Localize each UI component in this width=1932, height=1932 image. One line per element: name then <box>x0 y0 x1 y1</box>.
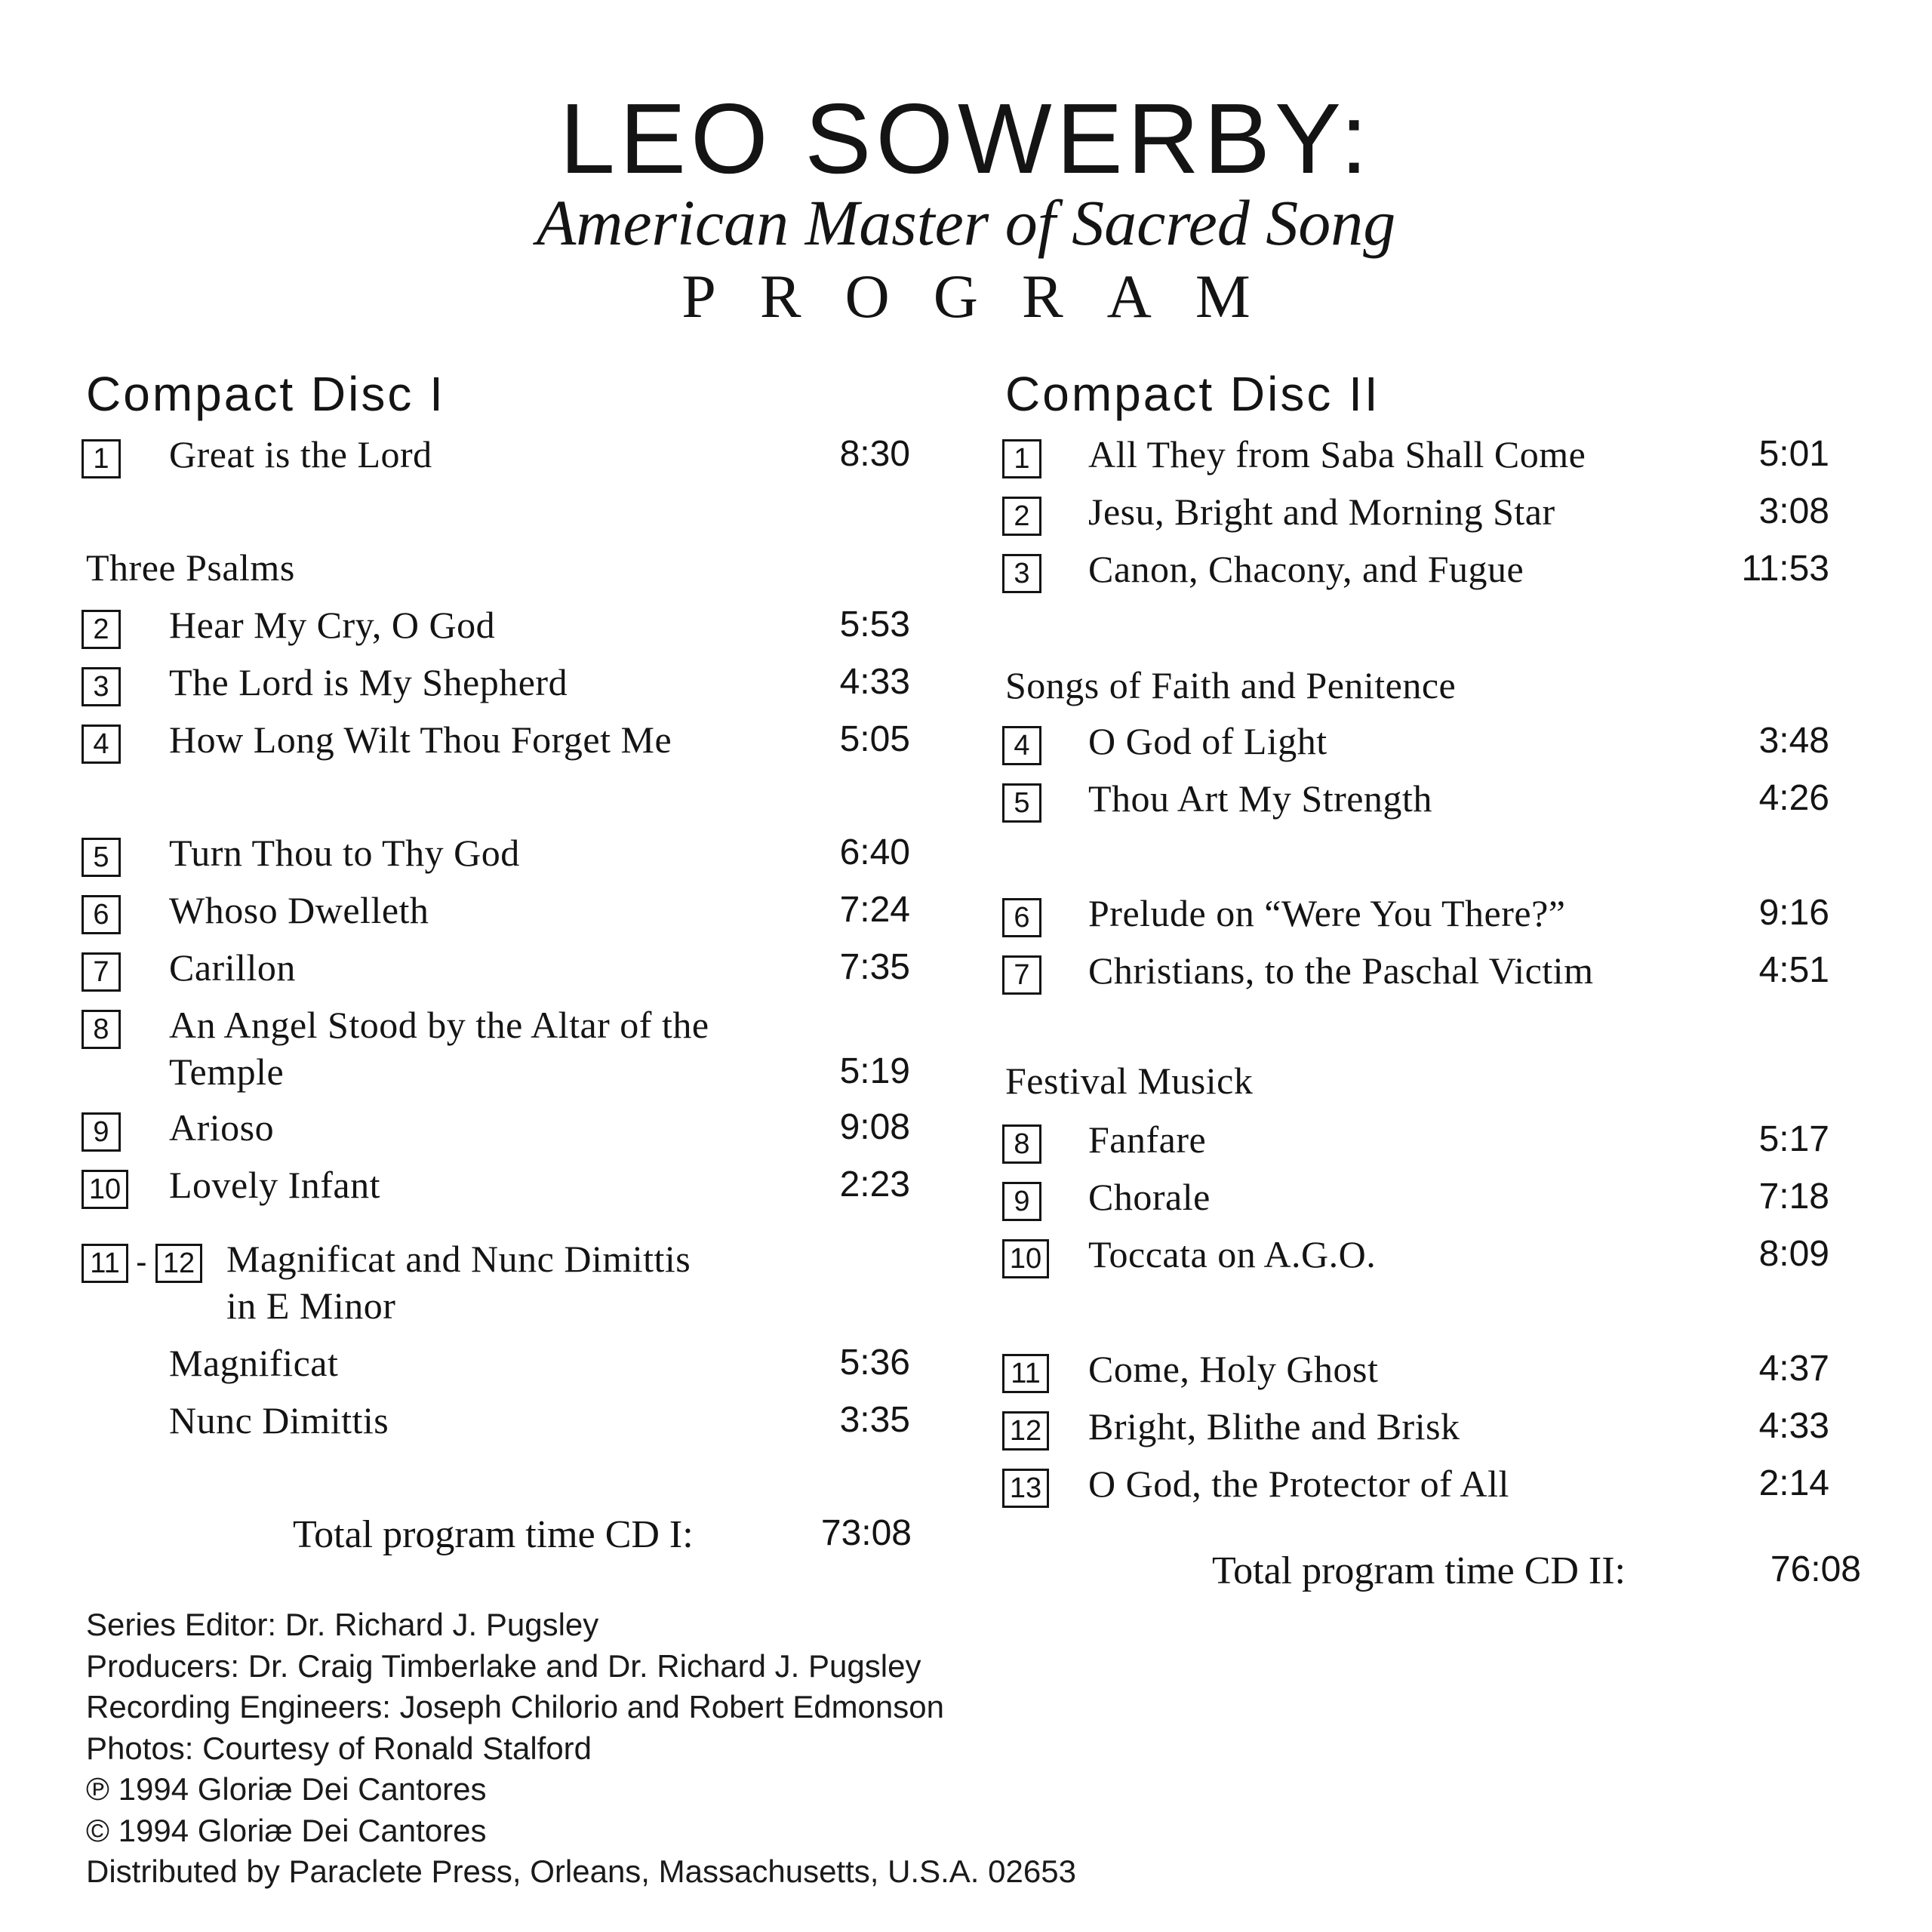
cd1-subtrack-nunc-dimittis <box>0 1398 966 1443</box>
track-title: Whoso Dwelleth <box>169 889 429 931</box>
track-title: Turn Thou to Thy God <box>169 832 520 874</box>
track-number-box: 10 <box>82 1170 128 1209</box>
cd1-track-9 <box>0 1105 966 1150</box>
track-number-box: 8 <box>1002 1124 1041 1164</box>
cd2-heading: Compact Disc II <box>1005 367 1380 421</box>
track-title: O God of Light <box>1088 720 1327 762</box>
track-title: O God, the Protector of All <box>1088 1463 1509 1505</box>
cd2-track-12 <box>966 1404 1932 1449</box>
track-title: Great is the Lord <box>169 433 432 475</box>
track-time: 9:16 <box>1758 893 1829 933</box>
track-title-line-2: Temple <box>169 1051 285 1093</box>
credit-copyright: © 1994 Gloriæ Dei Cantores <box>86 1812 487 1848</box>
cd1-track-4 <box>0 717 966 762</box>
track-number-box: 1 <box>82 439 121 478</box>
cd1-total-label: Total program time CD I: <box>293 1513 694 1556</box>
track-time: 11:53 <box>1741 549 1829 589</box>
cd2-track-4 <box>966 718 1932 764</box>
track-time: 5:36 <box>839 1343 910 1383</box>
cd2-track-8 <box>966 1117 1932 1162</box>
track-time: 2:23 <box>839 1164 910 1204</box>
track-title-line-2: in E Minor <box>226 1284 396 1327</box>
track-time: 9:08 <box>839 1107 910 1147</box>
track-time: 3:48 <box>1758 721 1829 761</box>
track-number-box: 2 <box>1002 497 1041 536</box>
cd2-track-7 <box>966 948 1932 993</box>
cd2-track-1 <box>966 432 1932 477</box>
cd2-track-11 <box>966 1346 1932 1392</box>
credit-series-editor: Series Editor: Dr. Richard J. Pugsley <box>86 1607 599 1642</box>
cd2-group-festival-musick: Festival Musick <box>1005 1060 1254 1102</box>
track-number-box: 5 <box>82 838 121 877</box>
credit-photos: Photos: Courtesy of Ronald Stalford <box>86 1730 592 1766</box>
track-title: Bright, Blithe and Brisk <box>1088 1405 1460 1447</box>
cd1-subtrack-magnificat <box>0 1340 966 1386</box>
cd2-group-songs-of-faith: Songs of Faith and Penitence <box>1005 664 1457 706</box>
track-time: 3:35 <box>839 1400 910 1440</box>
cd1-total-time: 73:08 <box>820 1513 912 1553</box>
track-title: Toccata on A.G.O. <box>1088 1233 1377 1275</box>
track-time: 5:17 <box>1758 1119 1829 1159</box>
track-title-line-1: An Angel Stood by the Altar of the <box>169 1004 709 1046</box>
program-heading: PROGRAM <box>681 262 1294 331</box>
track-number-box: 6 <box>82 895 121 934</box>
track-title: All They from Saba Shall Come <box>1088 433 1586 475</box>
credit-phonogram: ℗ 1994 Gloriæ Dei Cantores <box>86 1771 487 1807</box>
track-number-box: 5 <box>1002 783 1041 823</box>
track-time: 4:37 <box>1758 1349 1829 1389</box>
track-range-dash: - <box>136 1244 147 1281</box>
cd1-track-11-12 <box>0 1236 966 1330</box>
cd2-track-3 <box>966 546 1932 592</box>
track-number-box: 12 <box>155 1244 202 1283</box>
track-time: 4:33 <box>1758 1406 1829 1446</box>
track-time: 5:53 <box>839 605 910 645</box>
cd1-group-three-psalms: Three Psalms <box>86 546 295 589</box>
cd1-track-10 <box>0 1162 966 1208</box>
credit-distributor: Distributed by Paraclete Press, Orleans, Massachusetts, U.S.A. 02653 <box>86 1854 1076 1889</box>
cd2-total-time: 76:08 <box>1770 1549 1861 1589</box>
track-title-line-1: Magnificat and Nunc Dimittis <box>226 1238 691 1280</box>
track-title: Thou Art My Strength <box>1088 777 1432 820</box>
track-title: Magnificat <box>169 1342 339 1384</box>
cd2-track-13 <box>966 1461 1932 1506</box>
track-title: Arioso <box>169 1106 275 1149</box>
track-time: 6:40 <box>839 832 910 872</box>
cd2-track-9 <box>966 1174 1932 1220</box>
credit-producers: Producers: Dr. Craig Timberlake and Dr. Richard J. Pugsley <box>86 1647 921 1684</box>
track-time: 7:35 <box>839 947 910 987</box>
track-time: 4:51 <box>1758 950 1829 990</box>
track-number-box: 3 <box>82 667 121 706</box>
cd1-track-7 <box>0 945 966 990</box>
track-title: Carillon <box>169 946 296 989</box>
cd2-track-2 <box>966 489 1932 534</box>
track-number-box: 6 <box>1002 898 1041 937</box>
track-number-box: 11 <box>1002 1354 1049 1393</box>
track-number-box: 11 <box>82 1244 128 1283</box>
track-title: Christians, to the Paschal Victim <box>1088 949 1594 992</box>
track-time: 4:26 <box>1758 778 1829 818</box>
track-number-box: 12 <box>1002 1411 1049 1451</box>
credits-block <box>86 1604 1076 1893</box>
track-title: Prelude on “Were You There?” <box>1088 892 1566 934</box>
track-number-box: 10 <box>1002 1239 1049 1278</box>
cd1-track-3 <box>0 660 966 705</box>
cd1-heading: Compact Disc I <box>86 367 445 421</box>
track-title: Canon, Chacony, and Fugue <box>1088 548 1524 590</box>
track-title: Jesu, Bright and Morning Star <box>1088 491 1555 533</box>
track-time: 8:09 <box>1758 1234 1829 1274</box>
track-number-box: 4 <box>82 724 121 764</box>
track-title: How Long Wilt Thou Forget Me <box>169 718 672 761</box>
page-subtitle: American Master of Sacred Song <box>536 186 1396 259</box>
cd2-track-10 <box>966 1232 1932 1277</box>
cd1-track-5 <box>0 830 966 875</box>
track-number-box: 7 <box>82 952 121 992</box>
cd1-track-2 <box>0 602 966 648</box>
cd2-track-5 <box>966 776 1932 821</box>
cd1-track-8 <box>0 1002 966 1096</box>
track-number-box: 9 <box>1002 1182 1041 1221</box>
track-title: Lovely Infant <box>169 1164 381 1206</box>
track-time: 3:08 <box>1758 491 1829 531</box>
track-title: Chorale <box>1088 1176 1211 1218</box>
track-title: Fanfare <box>1088 1118 1207 1161</box>
cd2-total-label: Total program time CD II: <box>1212 1549 1626 1592</box>
track-time: 5:01 <box>1758 434 1829 474</box>
track-title: Come, Holy Ghost <box>1088 1348 1379 1390</box>
track-time: 5:19 <box>839 1051 910 1091</box>
track-title: Nunc Dimittis <box>169 1399 389 1441</box>
cd1-track-1 <box>0 432 966 477</box>
track-time: 7:18 <box>1758 1177 1829 1217</box>
track-number-box: 8 <box>82 1010 121 1049</box>
track-number-box: 13 <box>1002 1469 1049 1508</box>
track-time: 5:05 <box>839 719 910 759</box>
cd1-track-6 <box>0 888 966 933</box>
track-title: The Lord is My Shepherd <box>169 661 568 703</box>
track-time: 8:30 <box>839 434 910 474</box>
track-number-box: 2 <box>82 610 121 649</box>
track-number-box: 3 <box>1002 554 1041 593</box>
track-number-box: 7 <box>1002 955 1041 995</box>
track-time: 2:14 <box>1758 1463 1829 1503</box>
track-title: Hear My Cry, O God <box>169 604 496 646</box>
page-title: LEO SOWERBY: <box>559 83 1373 194</box>
track-number-box: 4 <box>1002 726 1041 765</box>
credit-recording-engineers: Recording Engineers: Joseph Chilorio and Robert Edmonson <box>86 1689 944 1724</box>
track-time: 7:24 <box>839 890 910 930</box>
track-time: 4:33 <box>839 662 910 702</box>
track-number-box: 9 <box>82 1112 121 1152</box>
cd2-track-6 <box>966 891 1932 936</box>
track-number-box: 1 <box>1002 439 1041 478</box>
